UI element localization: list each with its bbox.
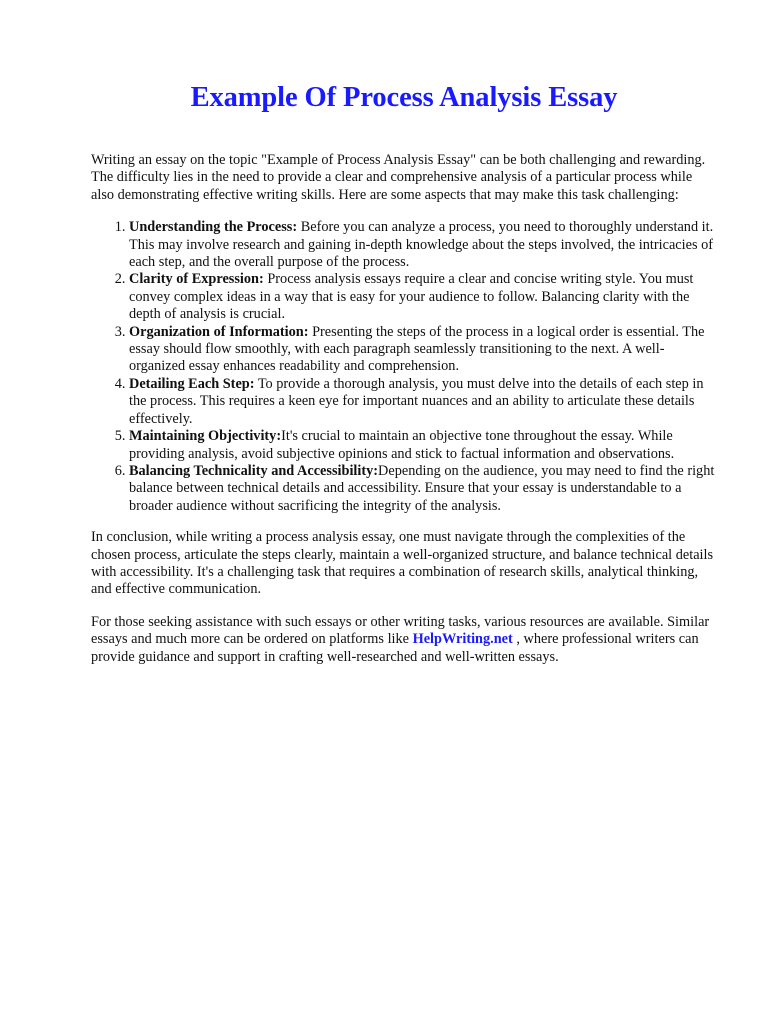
aspect-term: Understanding the Process: — [129, 219, 298, 236]
aspect-term: Detailing Each Step: — [129, 375, 255, 392]
list-item — [129, 376, 717, 428]
aspect-term: Balancing Technicality and Accessibility: — [129, 462, 379, 479]
aspect-term: Clarity of Expression: — [129, 271, 264, 288]
list-item — [129, 219, 717, 271]
aspect-text: To provide a thorough analysis, you must delve into the details of each step in the process. This requires a keen eye for important nuances and an ability to articulate these details effectively. — [129, 375, 704, 427]
aspect-text: Depending on the audience, you may need to find the right balance between technical details and accessibility. Ensure that your essay is understandable to a broader audience without sacrificing the integrity of the analysis. — [129, 462, 715, 514]
list-item — [129, 428, 717, 463]
aspect-term: Organization of Information: — [129, 323, 309, 340]
closing-text-before: For those seeking assistance with such essays or other writing tasks, various resources are available. Similar essays and much more can be ordered on platforms like — [91, 613, 710, 648]
document-page — [91, 78, 717, 681]
aspect-text: It's crucial to maintain an objective tone throughout the essay. While providing analysis, avoid subjective opinions and stick to factual information and observations. — [129, 428, 675, 462]
list-item — [129, 324, 717, 376]
list-item — [129, 271, 717, 323]
closing-paragraph — [91, 614, 717, 666]
conclusion-paragraph: In conclusion, while writing a process analysis essay, one must navigate through the complexities of the chosen process, articulate the steps clearly, maintain a well-organized structure, and balance technical details with accessibility. It's a challenging task that requires a combination of research skills, analytical thinking, and effective communication. — [91, 529, 714, 598]
aspect-text: Presenting the steps of the process in a logical order is essential. The essay should flow smoothly, with each paragraph seamlessly transitioning to the next. A well-organized essay enhances readability and comprehension. — [129, 323, 705, 375]
page-title: Example Of Process Analysis Essay — [190, 82, 618, 113]
aspects-list — [91, 219, 717, 515]
intro-paragraph: Writing an essay on the topic "Example of Process Analysis Essay" can be both challenging and rewarding. The difficulty lies in the need to provide a clear and comprehensive analysis of a particular process while also demonstrating effective writing skills. Here are some aspects that may make this task challenging: — [91, 152, 706, 203]
helpwriting-link[interactable]: HelpWriting.net — [412, 631, 513, 648]
aspect-term: Maintaining Objectivity: — [129, 428, 282, 445]
closing-text-after: , where professional writers can provide guidance and support in crafting well-researched and well-written essays. — [91, 631, 699, 665]
aspect-text: Before you can analyze a process, you need to thoroughly understand it. This may involve research and gaining in-depth knowledge about the steps involved, the intricacies of each step, and the overall purpose of the process. — [129, 219, 714, 271]
aspect-text: Process analysis essays require a clear and concise writing style. You must convey complex ideas in a way that is easy for your audience to follow. Balancing clarity with the depth of analysis is crucial. — [129, 271, 694, 323]
list-item — [129, 463, 717, 515]
